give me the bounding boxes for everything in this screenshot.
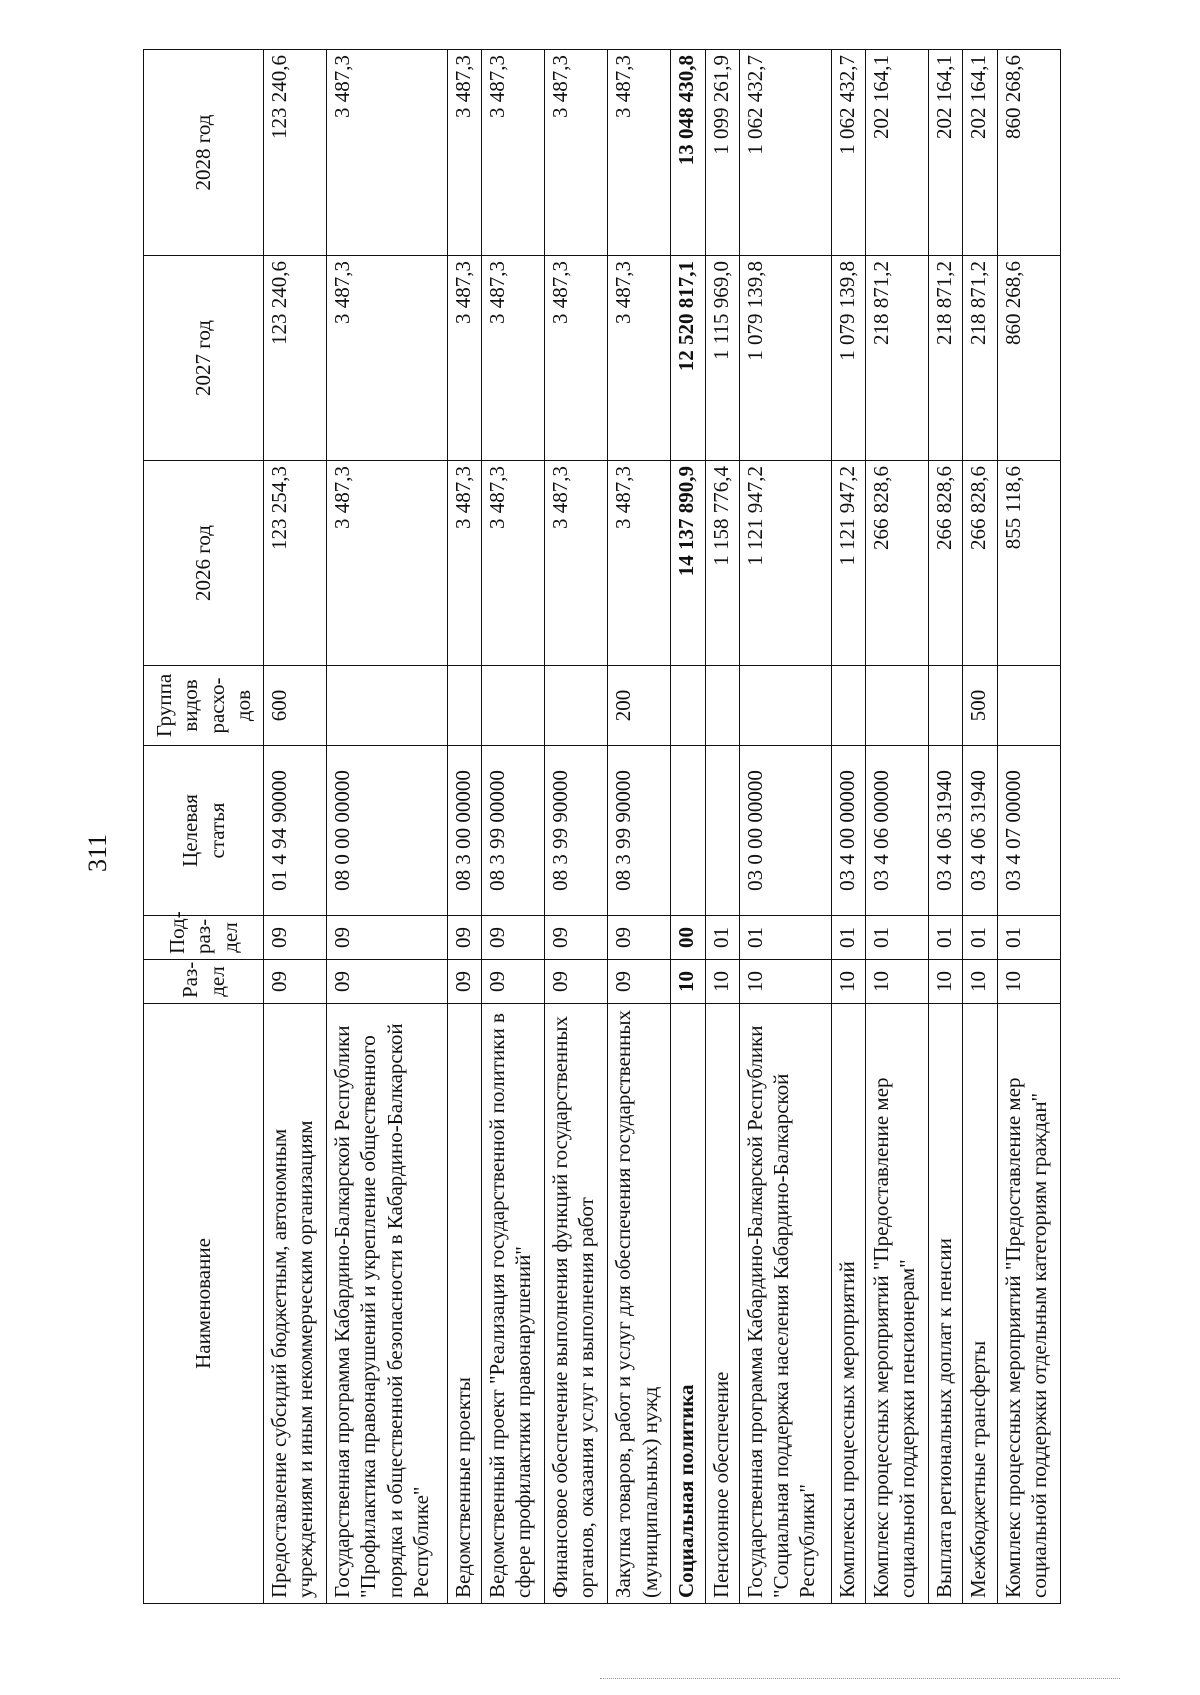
- cell-podrazdel: 01: [705, 916, 739, 960]
- cell-gruppa: [739, 666, 831, 746]
- table-row: [482, 50, 545, 1604]
- cell-2027: 123 240,6: [264, 256, 327, 461]
- cell-podrazdel: 09: [264, 916, 327, 960]
- cell-2026: 1 121 947,2: [739, 461, 831, 666]
- cell-2026: 3 487,3: [482, 461, 545, 666]
- cell-gruppa: 500: [963, 666, 997, 746]
- cell-2028: 3 487,3: [482, 50, 545, 256]
- cell-razdel: 09: [608, 960, 671, 1004]
- cell-gruppa: [545, 666, 608, 746]
- budget-table-container: [143, 50, 1061, 1604]
- cell-podrazdel: 09: [327, 916, 448, 960]
- cell-podrazdel: 01: [929, 916, 963, 960]
- cell-2028: 3 487,3: [447, 50, 481, 256]
- table-body: [264, 50, 1061, 1604]
- cell-statya: 03 4 06 31940: [963, 746, 997, 916]
- cell-statya: 08 0 00 00000: [327, 746, 448, 916]
- cell-razdel: 10: [739, 960, 831, 1004]
- cell-2027: 3 487,3: [608, 256, 671, 461]
- cell-2028: 1 062 432,7: [739, 50, 831, 256]
- cell-razdel: 10: [929, 960, 963, 1004]
- cell-razdel: 10: [671, 960, 705, 1004]
- cell-gruppa: [482, 666, 545, 746]
- cell-podrazdel: 00: [671, 916, 705, 960]
- scan-artifact-line: [600, 1678, 1120, 1681]
- cell-gruppa: [997, 666, 1060, 746]
- cell-name: Государственная программа Кабардино-Балкарской Республики "Профилактика правонарушений и укрепление общественного порядка и общественной безопасности в Кабардино-Балкарской Республике": [327, 1004, 448, 1604]
- cell-2028: 860 268,6: [997, 50, 1060, 256]
- cell-podrazdel: 01: [831, 916, 865, 960]
- cell-podrazdel: 09: [482, 916, 545, 960]
- cell-gruppa: 200: [608, 666, 671, 746]
- budget-table: [143, 49, 1061, 1604]
- cell-statya: 03 4 06 00000: [866, 746, 929, 916]
- cell-name: Комплекс процессных мероприятий "Предоставление мер социальной поддержки отдельным категориям граждан": [997, 1004, 1060, 1604]
- cell-2028: 202 164,1: [866, 50, 929, 256]
- cell-2026: 1 158 776,4: [705, 461, 739, 666]
- cell-name: Ведомственные проекты: [447, 1004, 481, 1604]
- table-row: [705, 50, 739, 1604]
- cell-statya: [705, 746, 739, 916]
- cell-razdel: 09: [482, 960, 545, 1004]
- cell-razdel: 10: [963, 960, 997, 1004]
- cell-2026: 3 487,3: [327, 461, 448, 666]
- table-row: [929, 50, 963, 1604]
- header-podrazdel: Под- раз- дел: [144, 916, 264, 960]
- cell-2028: 3 487,3: [545, 50, 608, 256]
- table-row: [327, 50, 448, 1604]
- cell-2027: 3 487,3: [447, 256, 481, 461]
- cell-gruppa: [929, 666, 963, 746]
- cell-name: Ведомственный проект "Реализация государственной политики в сфере профилактики правонарушений": [482, 1004, 545, 1604]
- cell-podrazdel: 01: [739, 916, 831, 960]
- cell-2027: 12 520 817,1: [671, 256, 705, 461]
- cell-razdel: 09: [447, 960, 481, 1004]
- cell-name: Выплата региональных доплат к пенсии: [929, 1004, 963, 1604]
- cell-2026: 855 118,6: [997, 461, 1060, 666]
- header-gruppa: Группа видов расхо- дов: [144, 666, 264, 746]
- cell-gruppa: 600: [264, 666, 327, 746]
- cell-2028: 202 164,1: [929, 50, 963, 256]
- cell-2026: 1 121 947,2: [831, 461, 865, 666]
- cell-2027: 3 487,3: [545, 256, 608, 461]
- cell-podrazdel: 01: [997, 916, 1060, 960]
- cell-2026: 266 828,6: [866, 461, 929, 666]
- cell-2027: 218 871,2: [866, 256, 929, 461]
- cell-statya: 08 3 99 90000: [608, 746, 671, 916]
- cell-2028: 13 048 430,8: [671, 50, 705, 256]
- cell-2028: 1 099 261,9: [705, 50, 739, 256]
- cell-gruppa: [327, 666, 448, 746]
- table-row: [997, 50, 1060, 1604]
- cell-2026: 3 487,3: [608, 461, 671, 666]
- table-row: [831, 50, 865, 1604]
- cell-name: Комплексы процессных мероприятий: [831, 1004, 865, 1604]
- header-2027: 2027 год: [144, 256, 264, 461]
- cell-gruppa: [831, 666, 865, 746]
- cell-statya: 08 3 99 00000: [482, 746, 545, 916]
- cell-2026: 266 828,6: [929, 461, 963, 666]
- table-row: [739, 50, 831, 1604]
- cell-2028: 3 487,3: [608, 50, 671, 256]
- cell-name: Финансовое обеспечение выполнения функций государственных органов, оказания услуг и выполнения работ: [545, 1004, 608, 1604]
- cell-name: Закупка товаров, работ и услуг для обеспечения государственных (муниципальных) нужд: [608, 1004, 671, 1604]
- cell-statya: 03 0 00 00000: [739, 746, 831, 916]
- cell-name: Социальная политика: [671, 1004, 705, 1604]
- table-header-row: [144, 50, 264, 1604]
- cell-statya: 03 4 06 31940: [929, 746, 963, 916]
- table-row: [264, 50, 327, 1604]
- cell-name: Пенсионное обеспечение: [705, 1004, 739, 1604]
- cell-name: Комплекс процессных мероприятий "Предоставление мер социальной поддержки пенсионерам": [866, 1004, 929, 1604]
- table-row: [866, 50, 929, 1604]
- cell-statya: 08 3 99 90000: [545, 746, 608, 916]
- cell-2027: 1 079 139,8: [739, 256, 831, 461]
- cell-name: Предоставление субсидий бюджетным, автономным учреждениям и иным некоммерческим организациям: [264, 1004, 327, 1604]
- table-row: [671, 50, 705, 1604]
- cell-name: Государственная программа Кабардино-Балкарской Республики "Социальная поддержка населения Кабардино-Балкарской Республики": [739, 1004, 831, 1604]
- cell-2026: 123 254,3: [264, 461, 327, 666]
- cell-2026: 14 137 890,9: [671, 461, 705, 666]
- header-razdel: Раз- дел: [144, 960, 264, 1004]
- cell-2028: 123 240,6: [264, 50, 327, 256]
- cell-2027: 860 268,6: [997, 256, 1060, 461]
- cell-razdel: 10: [866, 960, 929, 1004]
- cell-razdel: 10: [831, 960, 865, 1004]
- cell-2027: 1 115 969,0: [705, 256, 739, 461]
- cell-2027: 3 487,3: [482, 256, 545, 461]
- cell-statya: 03 4 07 00000: [997, 746, 1060, 916]
- cell-statya: 08 3 00 00000: [447, 746, 481, 916]
- header-name: Наименование: [144, 1004, 264, 1604]
- header-2028: 2028 год: [144, 50, 264, 256]
- cell-razdel: 09: [327, 960, 448, 1004]
- cell-gruppa: [866, 666, 929, 746]
- cell-podrazdel: 09: [447, 916, 481, 960]
- cell-2027: 218 871,2: [929, 256, 963, 461]
- cell-razdel: 10: [705, 960, 739, 1004]
- cell-2027: 218 871,2: [963, 256, 997, 461]
- cell-podrazdel: 01: [866, 916, 929, 960]
- cell-gruppa: [447, 666, 481, 746]
- cell-statya: 01 4 94 90000: [264, 746, 327, 916]
- table-row: [963, 50, 997, 1604]
- header-statya: Целевая статья: [144, 746, 264, 916]
- cell-gruppa: [671, 666, 705, 746]
- cell-podrazdel: 01: [963, 916, 997, 960]
- cell-statya: 03 4 00 00000: [831, 746, 865, 916]
- cell-2028: 1 062 432,7: [831, 50, 865, 256]
- table-row: [545, 50, 608, 1604]
- cell-razdel: 10: [997, 960, 1060, 1004]
- cell-2027: 3 487,3: [327, 256, 448, 461]
- page-number: 311: [83, 833, 112, 873]
- cell-statya: [671, 746, 705, 916]
- cell-gruppa: [705, 666, 739, 746]
- table-row: [447, 50, 481, 1604]
- cell-2028: 3 487,3: [327, 50, 448, 256]
- cell-2027: 1 079 139,8: [831, 256, 865, 461]
- cell-2028: 202 164,1: [963, 50, 997, 256]
- table-row: [608, 50, 671, 1604]
- cell-2026: 3 487,3: [447, 461, 481, 666]
- cell-podrazdel: 09: [545, 916, 608, 960]
- cell-razdel: 09: [545, 960, 608, 1004]
- cell-2026: 3 487,3: [545, 461, 608, 666]
- cell-2026: 266 828,6: [963, 461, 997, 666]
- cell-razdel: 09: [264, 960, 327, 1004]
- cell-name: Межбюджетные трансферты: [963, 1004, 997, 1604]
- cell-podrazdel: 09: [608, 916, 671, 960]
- header-2026: 2026 год: [144, 461, 264, 666]
